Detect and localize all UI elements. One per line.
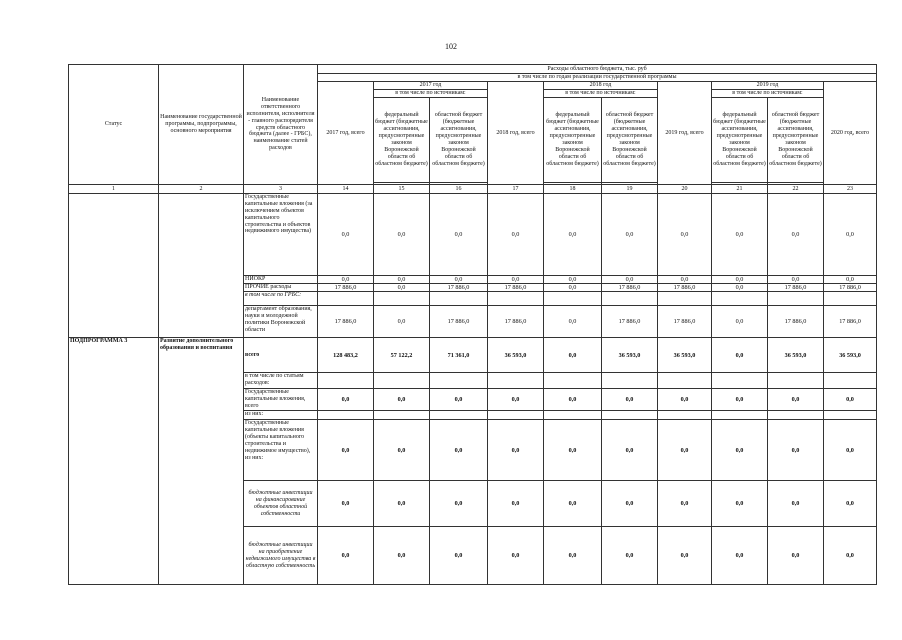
subprogram-name: Развитие дополнительного образования и воспитания: [159, 338, 244, 585]
value-cell: 0,0: [544, 194, 602, 276]
value-cell: 17 886,0: [430, 284, 488, 292]
value-cell: 0,0: [768, 481, 824, 527]
value-cell: 0,0: [824, 420, 877, 481]
value-cell: 17 886,0: [318, 284, 374, 292]
value-cell: 57 122,2: [374, 338, 430, 373]
value-cell: 0,0: [318, 389, 374, 411]
value-cell: 0,0: [712, 306, 768, 338]
value-cell: 0,0: [430, 527, 488, 585]
row-label: департамент образования, науки и молодежной политики Воронежской области: [244, 306, 318, 338]
row-label: из них:: [244, 411, 318, 420]
row-label: в том числе по статьям расходов:: [244, 373, 318, 389]
value-cell: 0,0: [602, 389, 658, 411]
value-cell: 0,0: [658, 194, 712, 276]
row-label: Государственные капитальные вложения, всего: [244, 389, 318, 411]
col-num: 16: [430, 185, 488, 194]
value-cell: 17 886,0: [602, 284, 658, 292]
header-sources-2019: в том числе по источникам:: [712, 90, 824, 98]
value-cell: 0,0: [374, 276, 430, 284]
value-cell: 0,0: [712, 527, 768, 585]
name-cell-empty: [159, 194, 244, 338]
header-by-years: в том числе по годам реализации государственной программы: [318, 74, 877, 82]
value-cell: 0,0: [824, 276, 877, 284]
value-cell: 0,0: [374, 481, 430, 527]
col-num: 23: [824, 185, 877, 194]
col-num: 3: [244, 185, 318, 194]
header-total-2017: 2017 год, всего: [318, 82, 374, 185]
value-cell: 0,0: [824, 481, 877, 527]
value-cell: 0,0: [658, 481, 712, 527]
value-cell: 0,0: [712, 338, 768, 373]
value-cell: 0,0: [544, 389, 602, 411]
value-cell: 0,0: [318, 194, 374, 276]
col-num: 19: [602, 185, 658, 194]
value-cell: 71 361,0: [430, 338, 488, 373]
value-cell: 0,0: [658, 527, 712, 585]
header-sources-2018: в том числе по источникам:: [544, 90, 658, 98]
status-cell-empty: [69, 194, 159, 338]
value-cell: 17 886,0: [824, 306, 877, 338]
value-cell: 0,0: [602, 194, 658, 276]
row-label: бюджетные инвестиции на приобретение недвижимого имущества в областную собственность: [244, 527, 318, 585]
value-cell: 0,0: [712, 481, 768, 527]
value-cell: 0,0: [430, 194, 488, 276]
value-cell: 0,0: [430, 481, 488, 527]
header-status: Статус: [69, 65, 159, 185]
value-cell: 0,0: [430, 389, 488, 411]
value-cell: 0,0: [374, 284, 430, 292]
value-cell: 0,0: [318, 276, 374, 284]
value-cell: 0,0: [824, 527, 877, 585]
value-cell: 0,0: [374, 420, 430, 481]
header-year-2017: 2017 год: [374, 82, 488, 90]
value-cell: 0,0: [658, 420, 712, 481]
value-cell: 0,0: [712, 284, 768, 292]
header-regional-2018: областной бюджет (бюджетные ассигнования, предусмотренные законом Воронежской области об областном бюджете): [602, 98, 658, 183]
value-cell: 0,0: [374, 527, 430, 585]
col-num: 18: [544, 185, 602, 194]
col-num: 20: [658, 185, 712, 194]
header-total-2018: 2018 год, всего: [488, 82, 544, 185]
header-federal-2019: федеральный бюджет (бюджетные ассигнования, предусмотренные законом Воронежской области об областном бюджете): [712, 98, 768, 183]
value-cell: 0,0: [544, 420, 602, 481]
value-cell: 0,0: [430, 276, 488, 284]
value-cell: 0,0: [768, 389, 824, 411]
value-cell: 0,0: [768, 420, 824, 481]
header-total-2019: 2019 год, всего: [658, 82, 712, 185]
header-name: Наименование государственной программы, подпрограммы, основного мероприятия: [159, 65, 244, 185]
value-cell: 0,0: [602, 481, 658, 527]
table-row: [69, 338, 877, 373]
row-label: НИОКР: [244, 276, 318, 284]
header-executor: Наименование ответственного исполнителя, исполнителя - главного распорядителя средств областного бюджета (далее - ГРБС), наименование статей расходов: [244, 65, 318, 185]
value-cell: 0,0: [488, 389, 544, 411]
col-num: 14: [318, 185, 374, 194]
header-federal-2017: федеральный бюджет (бюджетные ассигнования, предусмотренные законом Воронежской области об областном бюджете): [374, 98, 430, 183]
row-label: ПРОЧИЕ расходы: [244, 284, 318, 292]
value-cell: 17 886,0: [768, 284, 824, 292]
header-sources-2017: в том числе по источникам:: [374, 90, 488, 98]
value-cell: 0,0: [374, 306, 430, 338]
value-cell: 0,0: [318, 527, 374, 585]
value-cell: 0,0: [658, 389, 712, 411]
header-regional-2017: областной бюджет (бюджетные ассигнования, предусмотренные законом Воронежской области об областном бюджете): [430, 98, 488, 183]
value-cell: 17 886,0: [768, 306, 824, 338]
col-num: 17: [488, 185, 544, 194]
header-regional-2019: областной бюджет (бюджетные ассигнования, предусмотренные законом Воронежской области об областном бюджете): [768, 98, 824, 183]
value-cell: 17 886,0: [602, 306, 658, 338]
header-federal-2018: федеральный бюджет (бюджетные ассигнования, предусмотренные законом Воронежской области об областном бюджете): [544, 98, 602, 183]
col-num: 22: [768, 185, 824, 194]
value-cell: 0,0: [768, 527, 824, 585]
col-num: 2: [159, 185, 244, 194]
row-label: Государственные капитальные вложения (объекты капитального строительства и недвижимое имущество), из них:: [244, 420, 318, 481]
value-cell: 0,0: [488, 481, 544, 527]
value-cell: 0,0: [768, 194, 824, 276]
row-label: Государственные капитальные вложения (за исключением объектов капитального строительства и объектов недвижимого имущества): [244, 194, 318, 276]
value-cell: 36 593,0: [824, 338, 877, 373]
value-cell: 0,0: [544, 284, 602, 292]
page-number: 102: [445, 42, 457, 51]
value-cell: 0,0: [544, 306, 602, 338]
value-cell: 17 886,0: [658, 306, 712, 338]
value-cell: 0,0: [768, 276, 824, 284]
value-cell: 0,0: [712, 194, 768, 276]
value-cell: 0,0: [544, 276, 602, 284]
value-cell: 0,0: [430, 420, 488, 481]
value-cell: 36 593,0: [768, 338, 824, 373]
value-cell: 0,0: [488, 194, 544, 276]
value-cell: 0,0: [544, 338, 602, 373]
value-cell: 0,0: [544, 527, 602, 585]
col-num: 21: [712, 185, 768, 194]
value-cell: 0,0: [488, 276, 544, 284]
budget-table: [68, 64, 877, 585]
col-num: 1: [69, 185, 159, 194]
value-cell: 128 483,2: [318, 338, 374, 373]
value-cell: 17 886,0: [430, 306, 488, 338]
value-cell: 0,0: [374, 389, 430, 411]
row-label: в том числе по ГРБС:: [244, 292, 318, 306]
value-cell: 0,0: [488, 527, 544, 585]
value-cell: 0,0: [658, 276, 712, 284]
value-cell: 0,0: [488, 420, 544, 481]
header-year-2018: 2018 год: [544, 82, 658, 90]
value-cell: 0,0: [602, 420, 658, 481]
subprogram-status: ПОДПРОГРАММА 3: [69, 338, 159, 585]
header-total-2020: 2020 год, всего: [824, 82, 877, 185]
value-cell: 17 886,0: [318, 306, 374, 338]
header-year-2019: 2019 год: [712, 82, 824, 90]
row-label: бюджетные инвестиции на финансирование объектов областной собственности: [244, 481, 318, 527]
value-cell: 36 593,0: [658, 338, 712, 373]
value-cell: 0,0: [602, 276, 658, 284]
value-cell: 0,0: [712, 420, 768, 481]
col-num: 15: [374, 185, 430, 194]
value-cell: 17 886,0: [488, 284, 544, 292]
value-cell: 0,0: [318, 481, 374, 527]
value-cell: 0,0: [712, 389, 768, 411]
table-row: [69, 194, 877, 276]
value-cell: 17 886,0: [824, 284, 877, 292]
value-cell: 17 886,0: [658, 284, 712, 292]
value-cell: 0,0: [374, 194, 430, 276]
row-label: всего: [244, 338, 318, 373]
value-cell: 0,0: [824, 194, 877, 276]
value-cell: 17 886,0: [488, 306, 544, 338]
value-cell: 0,0: [602, 527, 658, 585]
value-cell: 36 593,0: [488, 338, 544, 373]
value-cell: 36 593,0: [602, 338, 658, 373]
column-numbers-row: [69, 185, 877, 194]
value-cell: 0,0: [544, 481, 602, 527]
value-cell: 0,0: [318, 420, 374, 481]
value-cell: 0,0: [824, 389, 877, 411]
value-cell: 0,0: [712, 276, 768, 284]
header-expenses-title: Расходы областного бюджета, тыс. руб: [318, 65, 877, 74]
